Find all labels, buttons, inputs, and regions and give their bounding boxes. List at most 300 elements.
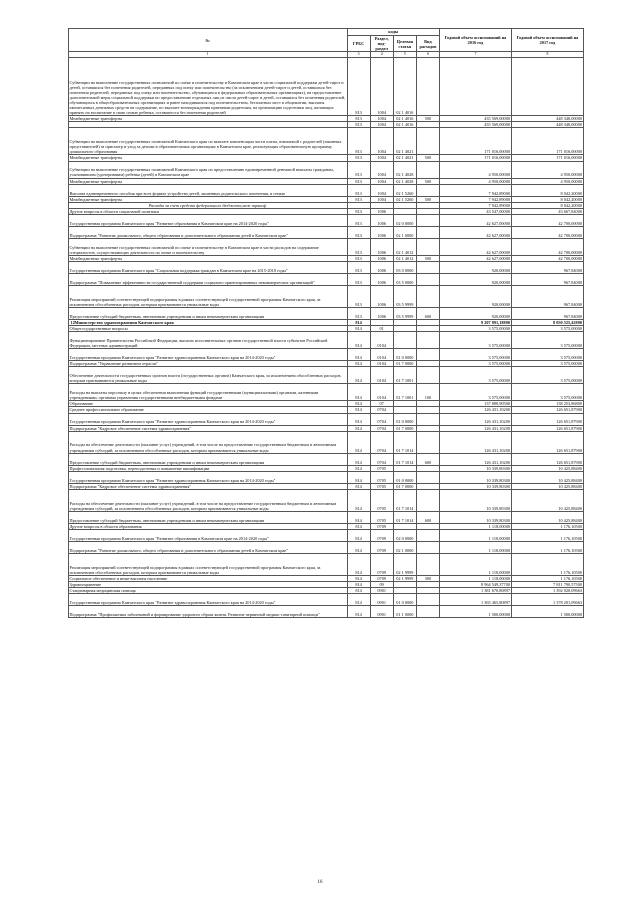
row-amount-2016: 1 118,00000 bbox=[440, 529, 512, 541]
row-number: 12 bbox=[70, 320, 75, 326]
row-section: 1006 bbox=[370, 214, 393, 226]
row-target: 02 1 0000 bbox=[393, 541, 416, 553]
row-name: Среднее профессиональное образование bbox=[68, 407, 347, 413]
row-exp-type bbox=[416, 541, 439, 553]
row-amount-2016: 3 575,00000 bbox=[440, 361, 512, 367]
row-target: 01 0 0000 bbox=[393, 349, 416, 361]
row-grbs: 814 bbox=[347, 511, 370, 523]
row-target: 02 0 0000 bbox=[393, 214, 416, 226]
row-target: 02 0 0000 bbox=[393, 529, 416, 541]
row-exp-type: 600 bbox=[416, 308, 439, 320]
row-amount-2016: 7 942,89000 bbox=[440, 196, 512, 202]
row-target: 02 1 4012 bbox=[393, 255, 416, 261]
row-exp-type: 500 bbox=[416, 116, 439, 122]
row-grbs: 814 bbox=[347, 581, 370, 587]
row-amount-2016: 42 627,00000 bbox=[440, 238, 512, 255]
row-amount-2016: 1 118,00000 bbox=[440, 575, 512, 581]
row-target: 01 7 0000 bbox=[393, 425, 416, 431]
table-body bbox=[68, 52, 584, 618]
row-amount-2016: 435 569,00000 bbox=[440, 122, 512, 128]
row-grbs: 814 bbox=[347, 606, 370, 618]
row-grbs: 814 bbox=[347, 401, 370, 407]
row-name: Межбюджетные трансферты bbox=[68, 155, 347, 161]
row-amount-2017: 10 425,88400 bbox=[512, 465, 584, 471]
row-amount-2016: 126 431,10200 bbox=[440, 407, 512, 413]
row-section: 0709 bbox=[370, 529, 393, 541]
row-amount-2016: 10 339,80300 bbox=[440, 511, 512, 523]
row-grbs: 814 bbox=[347, 349, 370, 361]
budget-table bbox=[68, 28, 584, 618]
row-target: 02 1 4016 bbox=[393, 116, 416, 122]
row-target: 03 5 0000 bbox=[393, 274, 416, 286]
row-amount-2017: 171 016,00000 bbox=[512, 155, 584, 161]
row-target: 02 1 5260 bbox=[393, 184, 416, 196]
row-name: Межбюджетные трансферты bbox=[68, 116, 347, 122]
table-row bbox=[68, 511, 584, 523]
row-name: Предоставление субсидий бюджетным, автономным учреждениям и иным некоммерческим организациям bbox=[68, 308, 347, 320]
row-grbs: 814 bbox=[347, 553, 370, 575]
row-grbs: 814 bbox=[347, 367, 370, 384]
row-section: 0709 bbox=[370, 575, 393, 581]
row-amount-2017: 10 425,88400 bbox=[512, 471, 584, 483]
row-amount-2017: 8 042,20000 bbox=[512, 184, 584, 196]
row-amount-2016: 137 888,90500 bbox=[440, 401, 512, 407]
row-grbs: 813 bbox=[347, 286, 370, 308]
row-exp-type: 600 bbox=[416, 511, 439, 523]
table-row bbox=[68, 553, 584, 575]
table-row bbox=[68, 214, 584, 226]
row-section: 0704 bbox=[370, 431, 393, 453]
row-name: Другие вопросы в области социальной политики bbox=[68, 208, 347, 214]
row-name: Предоставление субсидий бюджетным, автономным учреждениям и иным некоммерческим организациям bbox=[68, 511, 347, 523]
column-number: 6 bbox=[416, 52, 439, 58]
row-name: Государственная программа Камчатского края "Развитие образования в Камчатском крае на 2014-2020 годы" bbox=[68, 529, 347, 541]
row-target: 02 1 5260 bbox=[393, 196, 416, 202]
row-exp-type: 500 bbox=[416, 178, 439, 184]
row-section: 0901 bbox=[370, 594, 393, 606]
table-row bbox=[68, 606, 584, 618]
row-amount-2017: 1 176,10500 bbox=[512, 529, 584, 541]
header-num: № bbox=[68, 29, 347, 52]
row-amount-2017: 1 176,10500 bbox=[512, 553, 584, 575]
row-amount-2017: 1 392 020,09663 bbox=[512, 588, 584, 594]
row-exp-type bbox=[416, 238, 439, 255]
table-row bbox=[68, 541, 584, 553]
row-amount-2016: 10 339,80300 bbox=[440, 471, 512, 483]
row-amount-2016: 10 339,80300 bbox=[440, 489, 512, 511]
row-target: 02 1 0000 bbox=[393, 226, 416, 238]
row-target: 01 7 1014 bbox=[393, 453, 416, 465]
row-target: 02 1 9999 bbox=[393, 553, 416, 575]
row-amount-2016: 3 575,00000 bbox=[440, 332, 512, 349]
row-grbs: 813 bbox=[347, 116, 370, 122]
row-exp-type bbox=[416, 214, 439, 226]
row-section: 07 bbox=[370, 401, 393, 407]
column-number: 5 bbox=[393, 52, 416, 58]
row-exp-type bbox=[416, 349, 439, 361]
row-amount-2017: 42 700,00000 bbox=[512, 238, 584, 255]
row-exp-type bbox=[416, 58, 439, 116]
table-row bbox=[68, 320, 584, 326]
row-amount-2016: 42 627,00000 bbox=[440, 214, 512, 226]
row-amount-2016: 1 118,00000 bbox=[440, 553, 512, 575]
row-amount-2016: 3 575,00000 bbox=[440, 349, 512, 361]
row-section: 0705 bbox=[370, 465, 393, 471]
row-grbs: 813 bbox=[347, 161, 370, 178]
row-section: 1004 bbox=[370, 128, 393, 155]
row-section: 1004 bbox=[370, 184, 393, 196]
row-grbs: 813 bbox=[347, 178, 370, 184]
row-grbs: 814 bbox=[347, 332, 370, 349]
row-amount-2017: 3 575,00000 bbox=[512, 367, 584, 384]
row-name: Обеспечение деятельности государственных органов власти (государственных органов) Камчатского края, за исключением обособленных расходов, которым присваиваются уникальные коды bbox=[68, 367, 347, 384]
row-target: 02 1 9999 bbox=[393, 575, 416, 581]
row-amount-2017: 967,84000 bbox=[512, 274, 584, 286]
table-row bbox=[68, 453, 584, 465]
row-grbs: 814 bbox=[347, 575, 370, 581]
row-amount-2017: 8 042,20000 bbox=[512, 196, 584, 202]
row-grbs: 814 bbox=[347, 465, 370, 471]
row-amount-2016: 1 500,00000 bbox=[440, 606, 512, 618]
row-grbs: 814 bbox=[347, 453, 370, 465]
row-amount-2016: 920,00000 bbox=[440, 308, 512, 320]
row-name: Профессиональная подготовка, переподготовка и повышение квалификации bbox=[68, 465, 347, 471]
row-exp-type: 600 bbox=[416, 453, 439, 465]
row-section: 0705 bbox=[370, 471, 393, 483]
row-name: Государственная программа Камчатского края "Социальная поддержка граждан в Камчатском крае на 2015-2018 годы" bbox=[68, 262, 347, 274]
row-name: Подпрограмма "Развитие дошкольного, общего образования и дополнительного образования детей в Камчатском крае" bbox=[68, 226, 347, 238]
row-grbs: 814 bbox=[347, 594, 370, 606]
table-row bbox=[68, 384, 584, 401]
row-name: Реализация мероприятий соответствующей подпрограммы в рамках соответствующей государственной программы Камчатского края, за исключением обособленных расходов, которым присваиваются уникальные коды bbox=[68, 286, 347, 308]
row-grbs: 813 bbox=[347, 184, 370, 196]
table-row bbox=[68, 332, 584, 349]
row-target: 01 7 1014 bbox=[393, 511, 416, 523]
row-section: 0704 bbox=[370, 453, 393, 465]
row-amount-2017: 7 811 790,57500 bbox=[512, 581, 584, 587]
row-amount-2016: 4 950,00000 bbox=[440, 161, 512, 178]
row-amount-2016: 3 575,00000 bbox=[440, 326, 512, 332]
row-section: 01 bbox=[370, 326, 393, 332]
row-grbs: 813 bbox=[347, 214, 370, 226]
row-amount-2016: 42 627,00000 bbox=[440, 226, 512, 238]
row-amount-2017: 138 253,86800 bbox=[512, 401, 584, 407]
row-section: 0901 bbox=[370, 606, 393, 618]
row-section: 1006 bbox=[370, 286, 393, 308]
row-amount-2016: 171 016,00000 bbox=[440, 155, 512, 161]
row-name: Другие вопросы в области образования bbox=[68, 523, 347, 529]
row-target bbox=[393, 332, 416, 349]
table-row bbox=[68, 161, 584, 178]
row-amount-2017: 448 348,00000 bbox=[512, 122, 584, 128]
row-name: Общегосударственные вопросы bbox=[68, 326, 347, 332]
header-exp-type: Вид расходов bbox=[416, 36, 439, 52]
row-section: 0704 bbox=[370, 425, 393, 431]
row-grbs: 813 bbox=[347, 226, 370, 238]
row-section: 0709 bbox=[370, 523, 393, 529]
row-exp-type bbox=[416, 128, 439, 155]
row-grbs: 814 bbox=[347, 529, 370, 541]
row-amount-2017: 1 500,00000 bbox=[512, 606, 584, 618]
row-target: 03 5 9999 bbox=[393, 286, 416, 308]
row-exp-type bbox=[416, 274, 439, 286]
table-row bbox=[68, 413, 584, 425]
row-amount-2017: 1 176,10500 bbox=[512, 541, 584, 553]
row-amount-2017: 1 176,10500 bbox=[512, 523, 584, 529]
table-row bbox=[68, 489, 584, 511]
row-amount-2016: 920,00000 bbox=[440, 274, 512, 286]
row-amount-2016: 126 431,10200 bbox=[440, 413, 512, 425]
row-section: 1004 bbox=[370, 122, 393, 128]
row-name: Межбюджетные трансферты bbox=[68, 178, 347, 184]
row-amount-2016: 126 431,10200 bbox=[440, 431, 512, 453]
row-grbs: 814 bbox=[347, 361, 370, 367]
row-section: 0704 bbox=[370, 407, 393, 413]
row-target: 01 7 1001 bbox=[393, 384, 416, 401]
row-target: 01 7 0000 bbox=[393, 361, 416, 367]
row-section: 09 bbox=[370, 581, 393, 587]
row-amount-2017: 1 378 201,09663 bbox=[512, 594, 584, 606]
row-amount-2017: 3 575,00000 bbox=[512, 326, 584, 332]
row-name: Расходы на обеспечение деятельности (оказание услуг) учреждений, в том числе на предоставление государственным бюджетным и автономным учреждениям субсидий, за исключением обособленных расходов, которым присваиваются уникальные коды bbox=[68, 489, 347, 511]
row-name: Государственная программа Камчатского края "Развитие здравоохранения Камчатского края на 2014-2020 годы" bbox=[68, 471, 347, 483]
row-grbs: 814 bbox=[347, 523, 370, 529]
row-name: Межбюджетные трансферты bbox=[68, 196, 347, 202]
row-exp-type: 500 bbox=[416, 255, 439, 261]
row-target: 01 7 0000 bbox=[393, 483, 416, 489]
row-amount-2017: 967,84000 bbox=[512, 308, 584, 320]
row-amount-2016: 126 431,10200 bbox=[440, 425, 512, 431]
row-amount-2016: 7 942,89000 bbox=[440, 202, 512, 208]
header-section: Раздел, под-раздел bbox=[370, 36, 393, 52]
column-number: 3 bbox=[347, 52, 370, 58]
row-section: 0104 bbox=[370, 349, 393, 361]
row-amount-2016: 171 016,00000 bbox=[440, 128, 512, 155]
row-amount-2016: 3 575,00000 bbox=[440, 367, 512, 384]
row-grbs: 813 bbox=[347, 196, 370, 202]
row-name: Предоставление субсидий бюджетным, автономным учреждениям и иным некоммерческим организациям bbox=[68, 453, 347, 465]
row-exp-type bbox=[416, 606, 439, 618]
row-name: Образование bbox=[68, 401, 347, 407]
row-section: 0705 bbox=[370, 489, 393, 511]
row-section: 1004 bbox=[370, 178, 393, 184]
header-2016: Годовой объем ассигнований на 2016 год bbox=[440, 29, 512, 52]
row-amount-2017: 42 700,00000 bbox=[512, 214, 584, 226]
row-section: 1004 bbox=[370, 116, 393, 122]
row-name: Подпрограмма "Повышение эффективности государственной поддержки социально ориентированных некоммерческих организаций" bbox=[68, 274, 347, 286]
table-row bbox=[68, 594, 584, 606]
row-target: 01 1 0000 bbox=[393, 606, 416, 618]
row-name-text: Министерство здравоохранения Камчатского края bbox=[74, 320, 174, 326]
row-grbs: 814 bbox=[347, 431, 370, 453]
row-target: 02 1 4012 bbox=[393, 238, 416, 255]
row-target: 01 0 0000 bbox=[393, 413, 416, 425]
table-row bbox=[68, 184, 584, 196]
row-amount-2017: 1 176,10500 bbox=[512, 575, 584, 581]
row-target: 02 1 4016 bbox=[393, 122, 416, 128]
row-target: 02 1 4021 bbox=[393, 128, 416, 155]
row-exp-type bbox=[416, 262, 439, 274]
row-exp-type bbox=[416, 226, 439, 238]
row-section: 0104 bbox=[370, 332, 393, 349]
row-name: Здравоохранение bbox=[68, 581, 347, 587]
row-name: Реализация мероприятий соответствующей подпрограммы в рамках соответствующей государственной программы Камчатского края, за исключением обособленных расходов, которым присваиваются уникальные коды bbox=[68, 553, 347, 575]
header-2017: Годовой объем ассигнований на 2017 год bbox=[512, 29, 584, 52]
row-amount-2017: 126 651,87900 bbox=[512, 407, 584, 413]
row-amount-2016: 1 118,00000 bbox=[440, 541, 512, 553]
row-grbs: 813 bbox=[347, 128, 370, 155]
row-grbs: 814 bbox=[347, 320, 370, 326]
row-name: Государственная программа Камчатского края "Развитие образования в Камчатском крае на 2014-2020 годы" bbox=[68, 214, 347, 226]
row-name: Подпрограмма "Управление развитием отрасли" bbox=[68, 361, 347, 367]
row-amount-2016: 3 575,00000 bbox=[440, 384, 512, 401]
row-target: 01 0 0000 bbox=[393, 471, 416, 483]
table-row bbox=[68, 431, 584, 453]
row-amount-2016: 43 547,00000 bbox=[440, 208, 512, 214]
row-target: 02 1 4028 bbox=[393, 178, 416, 184]
row-grbs: 814 bbox=[347, 384, 370, 401]
row-amount-2017: 3 575,00000 bbox=[512, 384, 584, 401]
row-amount-2016: 920,00000 bbox=[440, 262, 512, 274]
row-name: Подпрограмма "Кадровое обеспечение системы здравоохранения" bbox=[68, 483, 347, 489]
row-amount-2017: 967,84000 bbox=[512, 262, 584, 274]
row-exp-type bbox=[416, 529, 439, 541]
row-amount-2017: 126 651,87900 bbox=[512, 431, 584, 453]
row-amount-2017: 3 575,00000 bbox=[512, 349, 584, 361]
row-exp-type bbox=[416, 431, 439, 453]
table-row bbox=[68, 128, 584, 155]
row-name: Расходы на обеспечение деятельности (оказание услуг) учреждений, в том числе на предоставление государственным бюджетным и автономным учреждениям субсидий, за исключением обособленных расходов, которым присваиваются уникальные коды bbox=[68, 431, 347, 453]
row-grbs: 814 bbox=[347, 425, 370, 431]
row-target: 01 0 0000 bbox=[393, 594, 416, 606]
row-grbs: 813 bbox=[347, 122, 370, 128]
table-row bbox=[68, 349, 584, 361]
row-grbs: 814 bbox=[347, 407, 370, 413]
row-amount-2017: 42 700,00000 bbox=[512, 255, 584, 261]
row-name: Межбюджетные трансферты bbox=[68, 255, 347, 261]
row-amount-2016: 4 950,00000 bbox=[440, 178, 512, 184]
row-grbs: 814 bbox=[347, 326, 370, 332]
row-amount-2017: 10 425,88400 bbox=[512, 483, 584, 489]
table-header bbox=[68, 29, 584, 52]
row-grbs: 814 bbox=[347, 489, 370, 511]
row-name: Субвенции на выполнение государственных полномочий Камчатского края по предоставлению единовременной денежной выплаты гражданам, усыновившим (удочерившим) ребенка (детей) в Камчатском крае bbox=[68, 161, 347, 178]
row-amount-2017: 448 348,00000 bbox=[512, 116, 584, 122]
row-amount-2016: 9 207 891,18800 bbox=[440, 320, 512, 326]
row-name: Стационарная медицинская помощь bbox=[68, 588, 347, 594]
row-name: Государственная программа Камчатского края "Развитие здравоохранения Камчатского края на 2014-2020 годы" bbox=[68, 594, 347, 606]
row-grbs: 814 bbox=[347, 588, 370, 594]
row-section: 1006 bbox=[370, 255, 393, 261]
table-row bbox=[68, 238, 584, 255]
row-exp-type bbox=[416, 594, 439, 606]
row-section: 0104 bbox=[370, 361, 393, 367]
row-amount-2016 bbox=[440, 58, 512, 116]
row-amount-2017: 171 016,00000 bbox=[512, 128, 584, 155]
table-row bbox=[68, 286, 584, 308]
column-number: 4 bbox=[370, 52, 393, 58]
row-section: 1006 bbox=[370, 208, 393, 214]
row-amount-2017: 8 050 525,42800 bbox=[512, 320, 584, 326]
row-name: Социальное обеспечение и иные выплаты населению bbox=[68, 575, 347, 581]
row-name: Расходы за счет средств федерального бюджета;меж.трансф bbox=[68, 202, 347, 208]
table-row bbox=[68, 367, 584, 384]
row-amount-2017: 42 700,00000 bbox=[512, 226, 584, 238]
row-amount-2016: 920,00000 bbox=[440, 286, 512, 308]
row-exp-type bbox=[416, 413, 439, 425]
row-grbs: 814 bbox=[347, 471, 370, 483]
row-name: Выплата единовременного пособия при всех формах устройства детей, лишенных родительского попечения, в семью bbox=[68, 184, 347, 196]
column-number: 7 bbox=[440, 52, 512, 58]
row-amount-2017: 126 651,87900 bbox=[512, 453, 584, 465]
row-name: Государственная программа Камчатского края "Развитие здравоохранения Камчатского края на 2014-2020 годы" bbox=[68, 413, 347, 425]
row-grbs: 813 bbox=[347, 262, 370, 274]
row-section: 0104 bbox=[370, 384, 393, 401]
header-target: Целевая статья bbox=[393, 36, 416, 52]
row-name: Субвенции на выполнение государственных полномочий по опеке и попечительству в Камчатском крае в части расходов на содержание специалистов, осуществляющих деятельность по опеке и попечительству bbox=[68, 238, 347, 255]
row-amount-2016: 1 365 465,80897 bbox=[440, 594, 512, 606]
row-amount-2017: 10 425,88400 bbox=[512, 489, 584, 511]
row-grbs: 813 bbox=[347, 274, 370, 286]
row-section: 0901 bbox=[370, 588, 393, 594]
row-exp-type bbox=[416, 367, 439, 384]
row-name: Подпрограмма "Развитие дошкольного, общего образования и дополнительного образования детей в Камчатском крае" bbox=[68, 541, 347, 553]
row-section: 0709 bbox=[370, 541, 393, 553]
row-exp-type: 300 bbox=[416, 575, 439, 581]
row-target: 02 1 4021 bbox=[393, 155, 416, 161]
row-grbs: 814 bbox=[347, 413, 370, 425]
row-exp-type bbox=[416, 161, 439, 178]
row-amount-2017: 8 042,20000 bbox=[512, 202, 584, 208]
header-codes: коды bbox=[347, 29, 440, 36]
row-name bbox=[68, 320, 347, 326]
row-section: 0104 bbox=[370, 367, 393, 384]
table-row bbox=[68, 529, 584, 541]
row-section: 1006 bbox=[370, 262, 393, 274]
row-grbs: 813 bbox=[347, 58, 370, 116]
row-grbs: 813 bbox=[347, 308, 370, 320]
column-number: 8 bbox=[512, 52, 584, 58]
row-amount-2017: 10 425,88400 bbox=[512, 511, 584, 523]
row-amount-2016: 126 431,10200 bbox=[440, 453, 512, 465]
row-exp-type bbox=[416, 471, 439, 483]
row-exp-type: 500 bbox=[416, 155, 439, 161]
row-target: 02 1 4028 bbox=[393, 161, 416, 178]
row-exp-type: 500 bbox=[416, 196, 439, 202]
row-amount-2017: 4 950,00000 bbox=[512, 178, 584, 184]
table-row bbox=[68, 262, 584, 274]
row-section: 1006 bbox=[370, 308, 393, 320]
row-amount-2017: 4 950,00000 bbox=[512, 161, 584, 178]
row-amount-2016: 435 569,00000 bbox=[440, 116, 512, 122]
row-amount-2016: 1 118,00000 bbox=[440, 523, 512, 529]
row-target: 01 7 1014 bbox=[393, 431, 416, 453]
row-amount-2017: 3 575,00000 bbox=[512, 332, 584, 349]
row-amount-2017: 967,84000 bbox=[512, 286, 584, 308]
table-row bbox=[68, 58, 584, 116]
row-amount-2016: 42 627,00000 bbox=[440, 255, 512, 261]
row-section: 1004 bbox=[370, 196, 393, 202]
row-exp-type bbox=[416, 286, 439, 308]
table-row bbox=[68, 274, 584, 286]
row-section: 0704 bbox=[370, 413, 393, 425]
row-amount-2017: 126 651,87900 bbox=[512, 413, 584, 425]
row-target: 02 1 4016 bbox=[393, 58, 416, 116]
header-grbs: ГРБС bbox=[347, 36, 370, 52]
row-section: 1004 bbox=[370, 155, 393, 161]
row-amount-2017: 126 651,87900 bbox=[512, 425, 584, 431]
row-amount-2017: 3 575,00000 bbox=[512, 361, 584, 367]
